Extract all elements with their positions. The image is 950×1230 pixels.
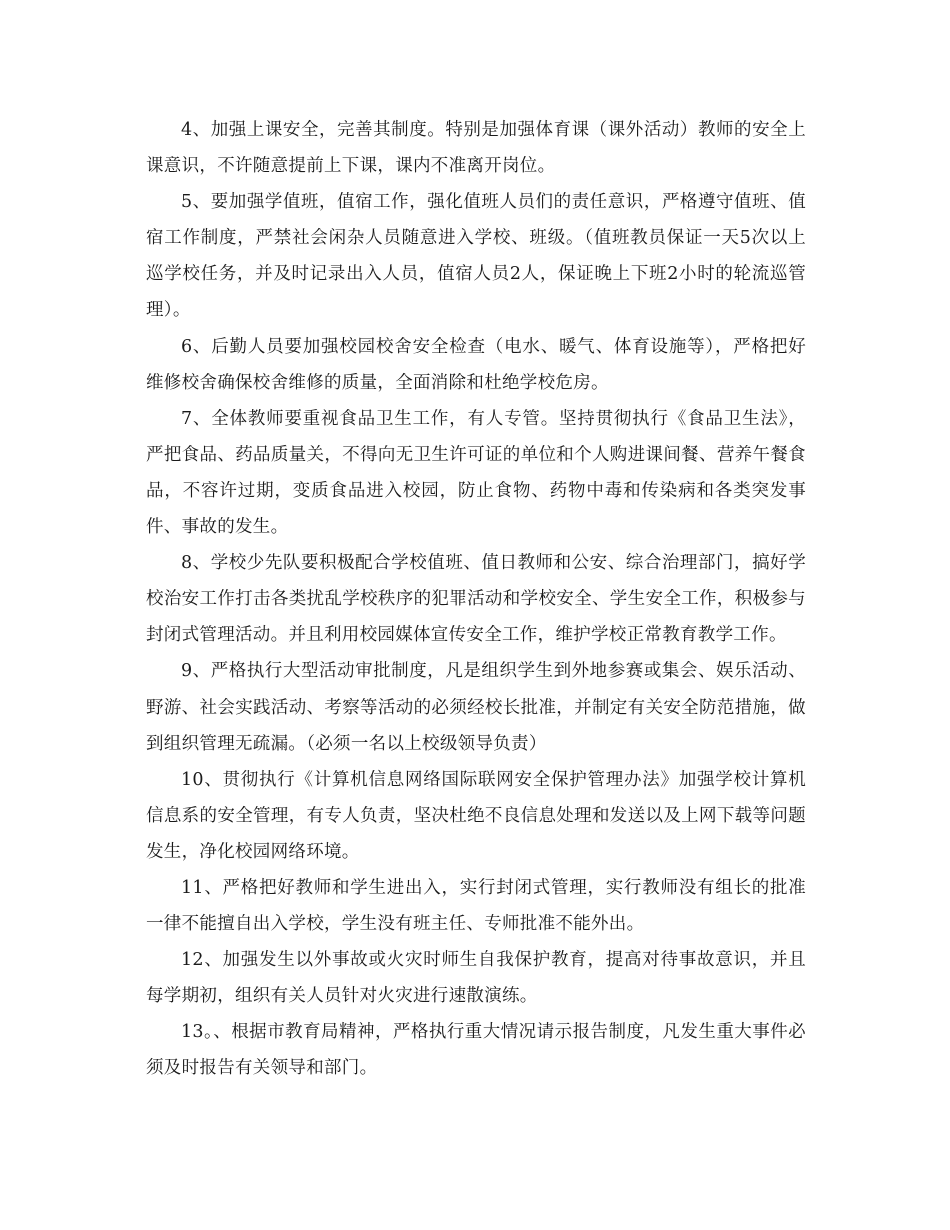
paragraph-item-8: 8、学校少先队要积极配合学校值班、值日教师和公安、综合治理部门，搞好学校治安工作打击各类扰乱学校秩序的犯罪活动和学校安全、学生安全工作，积极参与封闭式管理活动。并且利用校园媒体宣传安全工作，维护学校正常教育教学工作。	[146, 553, 806, 646]
paragraph-item-7: 7、全体教师要重视食品卫生工作，有人专管。坚持贯彻执行《食品卫生法》，严把食品、药品质量关，不得向无卫生许可证的单位和个人购进课间餐、营养午餐食品，不容许过期，变质食品进入校园，防止食物、药物中毒和传染病和各类突发事件、事故的发生。	[146, 408, 806, 538]
document-body	[146, 112, 806, 1087]
paragraph-item-9: 9、严格执行大型活动审批制度，凡是组织学生到外地参赛或集会、娱乐活动、野游、社会实践活动、考察等活动的必须经校长批准，并制定有关安全防范措施，做到组织管理无疏漏。（必须一名以上校级领导负责）	[146, 661, 806, 754]
paragraph-item-12: 12、加强发生以外事故或火灾时师生自我保护教育，提高对待事故意识，并且每学期初，组织有关人员针对火灾进行速散演练。	[146, 950, 806, 1007]
paragraph-item-5: 5、要加强学值班，值宿工作，强化值班人员们的责任意识，严格遵守值班、值宿工作制度，严禁社会闲杂人员随意进入学校、班级。（值班教员保证一天5次以上巡学校任务，并及时记录出入人员，值宿人员2人，保证晚上下班2小时的轮流巡管理）。	[146, 192, 806, 321]
paragraph-item-11: 11、严格把好教师和学生进出入，实行封闭式管理，实行教师没有组长的批准一律不能擅自出入学校，学生没有班主任、专师批准不能外出。	[146, 877, 806, 935]
paragraph-item-10: 10、贯彻执行《计算机信息网络国际联网安全保护管理办法》加强学校计算机信息系的安全管理，有专人负责，坚决杜绝不良信息处理和发送以及上网下载等问题发生，净化校园网络环境。	[146, 769, 806, 862]
paragraph-item-6: 6、后勤人员要加强校园校舍安全检查（电水、暖气、体育设施等），严格把好维修校舍确保校舍维修的质量，全面消除和杜绝学校危房。	[146, 336, 806, 393]
paragraph-item-13: 13。、根据市教育局精神，严格执行重大情况请示报告制度，凡发生重大事件必须及时报告有关领导和部门。	[146, 1022, 806, 1079]
paragraph-item-4: 4、加强上课安全，完善其制度。特别是加强体育课（课外活动）教师的安全上课意识，不许随意提前上下课，课内不准离开岗位。	[146, 120, 806, 177]
